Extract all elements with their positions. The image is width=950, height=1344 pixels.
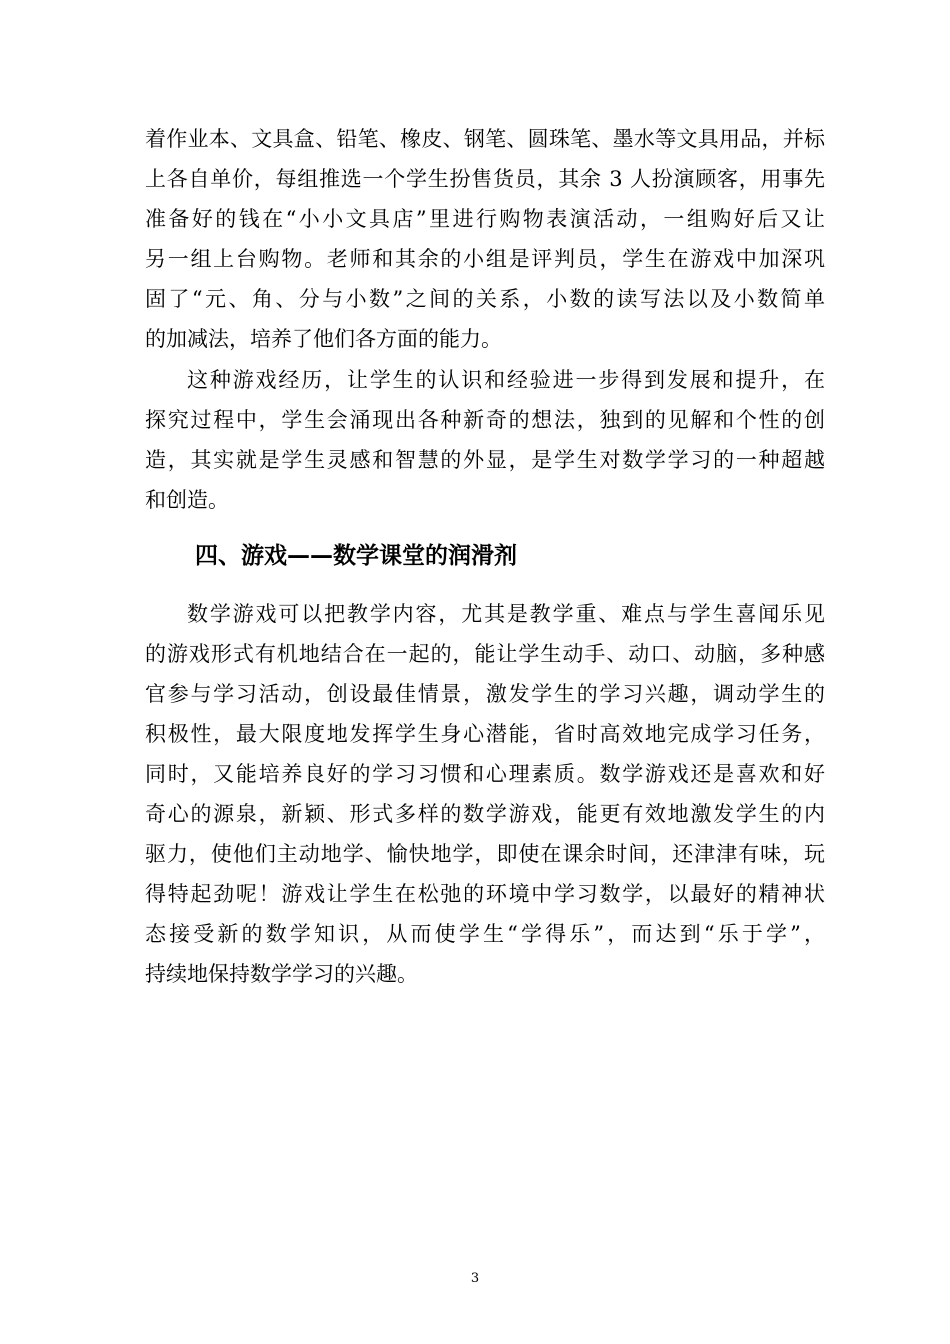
paragraph3-line-7: 驱力，使他们主动地学、愉快地学，即使在课余时间，还津津有味，玩 [145, 842, 825, 866]
paragraph2-line-3: 造，其实就是学生灵感和智慧的外显，是学生对数学学习的一种超越 [145, 448, 825, 472]
paragraph1-line-4: 另一组上台购物。老师和其余的小组是评判员，学生在游戏中加深巩 [145, 247, 825, 271]
paragraph3-line-2: 的游戏形式有机地结合在一起的，能让学生动手、动口、动脑，多种感 [145, 642, 825, 666]
paragraph3-line-9: 态接受新的数学知识，从而使学生“学得乐”，而达到“乐于学”， [145, 922, 825, 946]
paragraph1-line-3: 准备好的钱在“小小文具店”里进行购物表演活动，一组购好后又让 [145, 207, 825, 231]
paragraph3-line-5: 同时，又能培养良好的学习习惯和心理素质。数学游戏还是喜欢和好 [145, 762, 825, 786]
paragraph1-line-2: 上各自单价，每组推选一个学生扮售货员，其余 3 人扮演顾客，用事先 [145, 167, 825, 191]
page-number: 3 [470, 1271, 480, 1286]
paragraph2-line-4: 和创造。 [145, 488, 229, 512]
paragraph1-line-6: 的加减法，培养了他们各方面的能力。 [145, 327, 502, 351]
paragraph2-line-1: 这种游戏经历，让学生的认识和经验进一步得到发展和提升，在 [187, 368, 825, 392]
paragraph2-line-2: 探究过程中，学生会涌现出各种新奇的想法，独到的见解和个性的创 [145, 408, 825, 432]
paragraph3-line-8: 得特起劲呢！游戏让学生在松弛的环境中学习数学，以最好的精神状 [145, 882, 825, 906]
paragraph3-line-6: 奇心的源泉，新颖、形式多样的数学游戏，能更有效地激发学生的内 [145, 802, 825, 826]
section-heading: 四、游戏——数学课堂的润滑剂 [195, 543, 517, 569]
paragraph3-line-3: 官参与学习活动，创设最佳情景，激发学生的学习兴趣，调动学生的 [145, 682, 825, 706]
paragraph3-line-10: 持续地保持数学学习的兴趣。 [145, 962, 418, 986]
paragraph3-line-4: 积极性，最大限度地发挥学生身心潜能，省时高效地完成学习任务， [145, 722, 825, 746]
paragraph3-line-1: 数学游戏可以把教学内容，尤其是教学重、难点与学生喜闻乐见 [187, 602, 825, 626]
paragraph1-line-5: 固了“元、角、分与小数”之间的关系，小数的读写法以及小数简单 [145, 287, 825, 311]
paragraph1-line-1: 着作业本、文具盒、铅笔、橡皮、钢笔、圆珠笔、墨水等文具用品，并标 [145, 127, 825, 151]
